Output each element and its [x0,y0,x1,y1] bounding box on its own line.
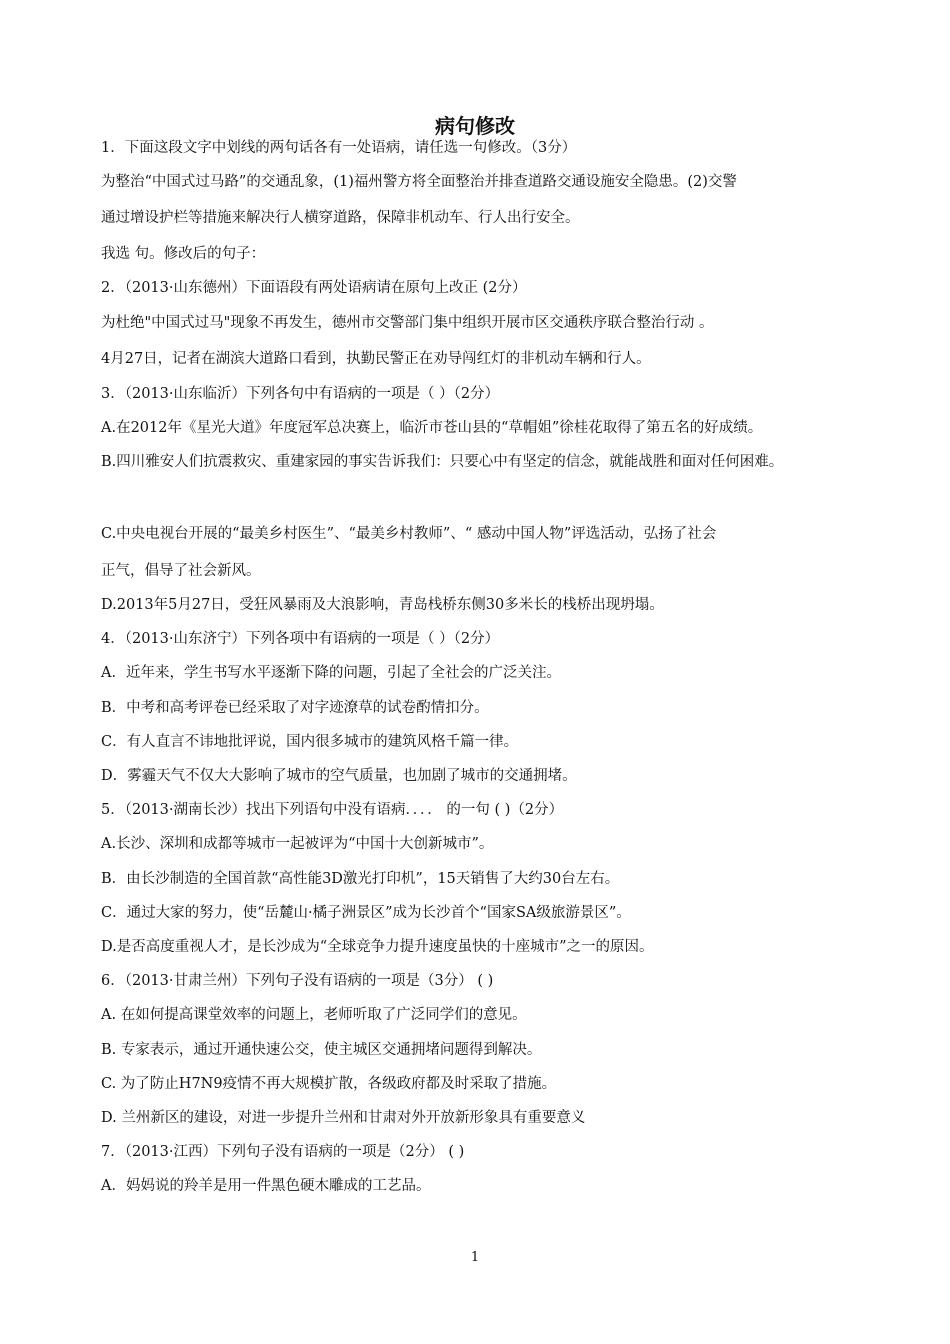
question-5-option-b: B．由长沙制造的全国首款“高性能3D激光打印机”，15天销售了大约30台左右。 [101,871,620,887]
question-1-passage-line-1: 为整治“中国式过马路”的交通乱象，(1)福州警方将全面整治并排查道路交通设施安全隐患。(2)交警 [101,174,737,190]
question-2-passage-line-2: 4月27日，记者在湖滨大道路口看到，执勤民警正在劝导闯红灯的非机动车辆和行人。 [101,351,651,367]
page-number: 1 [470,1250,480,1265]
question-5-prompt: 5．（2013·湖南长沙）找出下列语句中没有语病．．．． 的一句 ( )（2分） [101,802,564,818]
question-4-option-a: A．近年来，学生书写水平逐渐下降的问题，引起了全社会的广泛关注。 [101,665,561,681]
question-1-answer-line: 我选 句。修改后的句子： [101,246,266,262]
question-4-option-d: D．雾霾天气不仅大大影响了城市的空气质量，也加剧了城市的交通拥堵。 [101,768,577,784]
question-7-option-a: A．妈妈说的羚羊是用一件黑色硬木雕成的工艺品。 [101,1178,431,1194]
question-4-option-c: C．有人直言不讳地批评说，国内很多城市的建筑风格千篇一律。 [101,734,519,750]
question-3-option-c-line-1: C.中央电视台开展的“最美乡村医生”、“最美乡村教师”、“ 感动中国人物”评选活动，弘扬了社会 [101,526,717,542]
question-3-option-b: B.四川雅安人们抗震救灾、重建家园的事实告诉我们：只要心中有坚定的信念，就能战胜和面对任何困难。 [101,454,784,470]
question-5-option-c: C．通过大家的努力，使“岳麓山·橘子洲景区”成为长沙首个“国家SA级旅游景区”。 [101,905,631,921]
question-6-option-c: C. 为了防止H7N9疫情不再大规模扩散，各级政府都及时采取了措施。 [101,1076,557,1092]
question-6-option-b: B. 专家表示，通过开通快速公交，使主城区交通拥堵问题得到解决。 [101,1042,542,1058]
question-3-prompt: 3．（2013·山东临沂）下列各句中有语病的一项是（ ）（2分） [101,386,500,402]
question-1-passage-line-2: 通过增设护栏等措施来解决行人横穿道路，保障非机动车、行人出行安全。 [101,210,580,226]
question-5-option-d: D.是否高度重视人才，是长沙成为“全球竞争力提升速度虽快的十座城市”之一的原因。 [101,939,654,955]
question-6-prompt: 6．（2013·甘肃兰州）下列句子没有语病的一项是（3分） ( ) [101,973,494,989]
question-5-option-a: A.长沙、深圳和成都等城市一起被评为“中国十大创新城市”。 [101,836,494,852]
question-3-option-a: A.在2012年《星光大道》年度冠军总决赛上，临沂市苍山县的“草帽姐”徐桂花取得了第五名的好成绩。 [101,420,763,436]
question-2-passage-line-1: 为杜绝"中国式过马"现象不再发生，德州市交警部门集中组织开展市区交通秩序联合整治行动 。 [101,315,714,331]
question-7-prompt: 7．（2013·江西）下列句子没有语病的一项是（2分） ( ) [101,1144,465,1160]
question-6-option-a: A. 在如何提高课堂效率的问题上，老师听取了广泛同学们的意见。 [101,1007,527,1023]
document-title: 病句修改 [435,114,515,138]
question-4-option-b: B．中考和高考评卷已经采取了对字迹潦草的试卷酌情扣分。 [101,700,489,716]
question-6-option-d: D. 兰州新区的建设，对进一步提升兰州和甘肃对外开放新形象具有重要意义 [101,1110,586,1126]
question-3-option-c-line-2: 正气，倡导了社会新风。 [101,563,261,579]
question-2-prompt: 2．（2013·山东德州）下面语段有两处语病请在原句上改正 (2分） [101,280,527,296]
question-3-option-d: D.2013年5月27日，受狂风暴雨及大浪影响，青岛栈桥东侧30多米长的栈桥出现坍塌。 [101,597,664,613]
question-4-prompt: 4．（2013·山东济宁）下列各项中有语病的一项是（ ）（2分） [101,631,500,647]
question-1-prompt: 1．下面这段文字中划线的两句话各有一处语病，请任选一句修改。（3分） [101,140,577,156]
